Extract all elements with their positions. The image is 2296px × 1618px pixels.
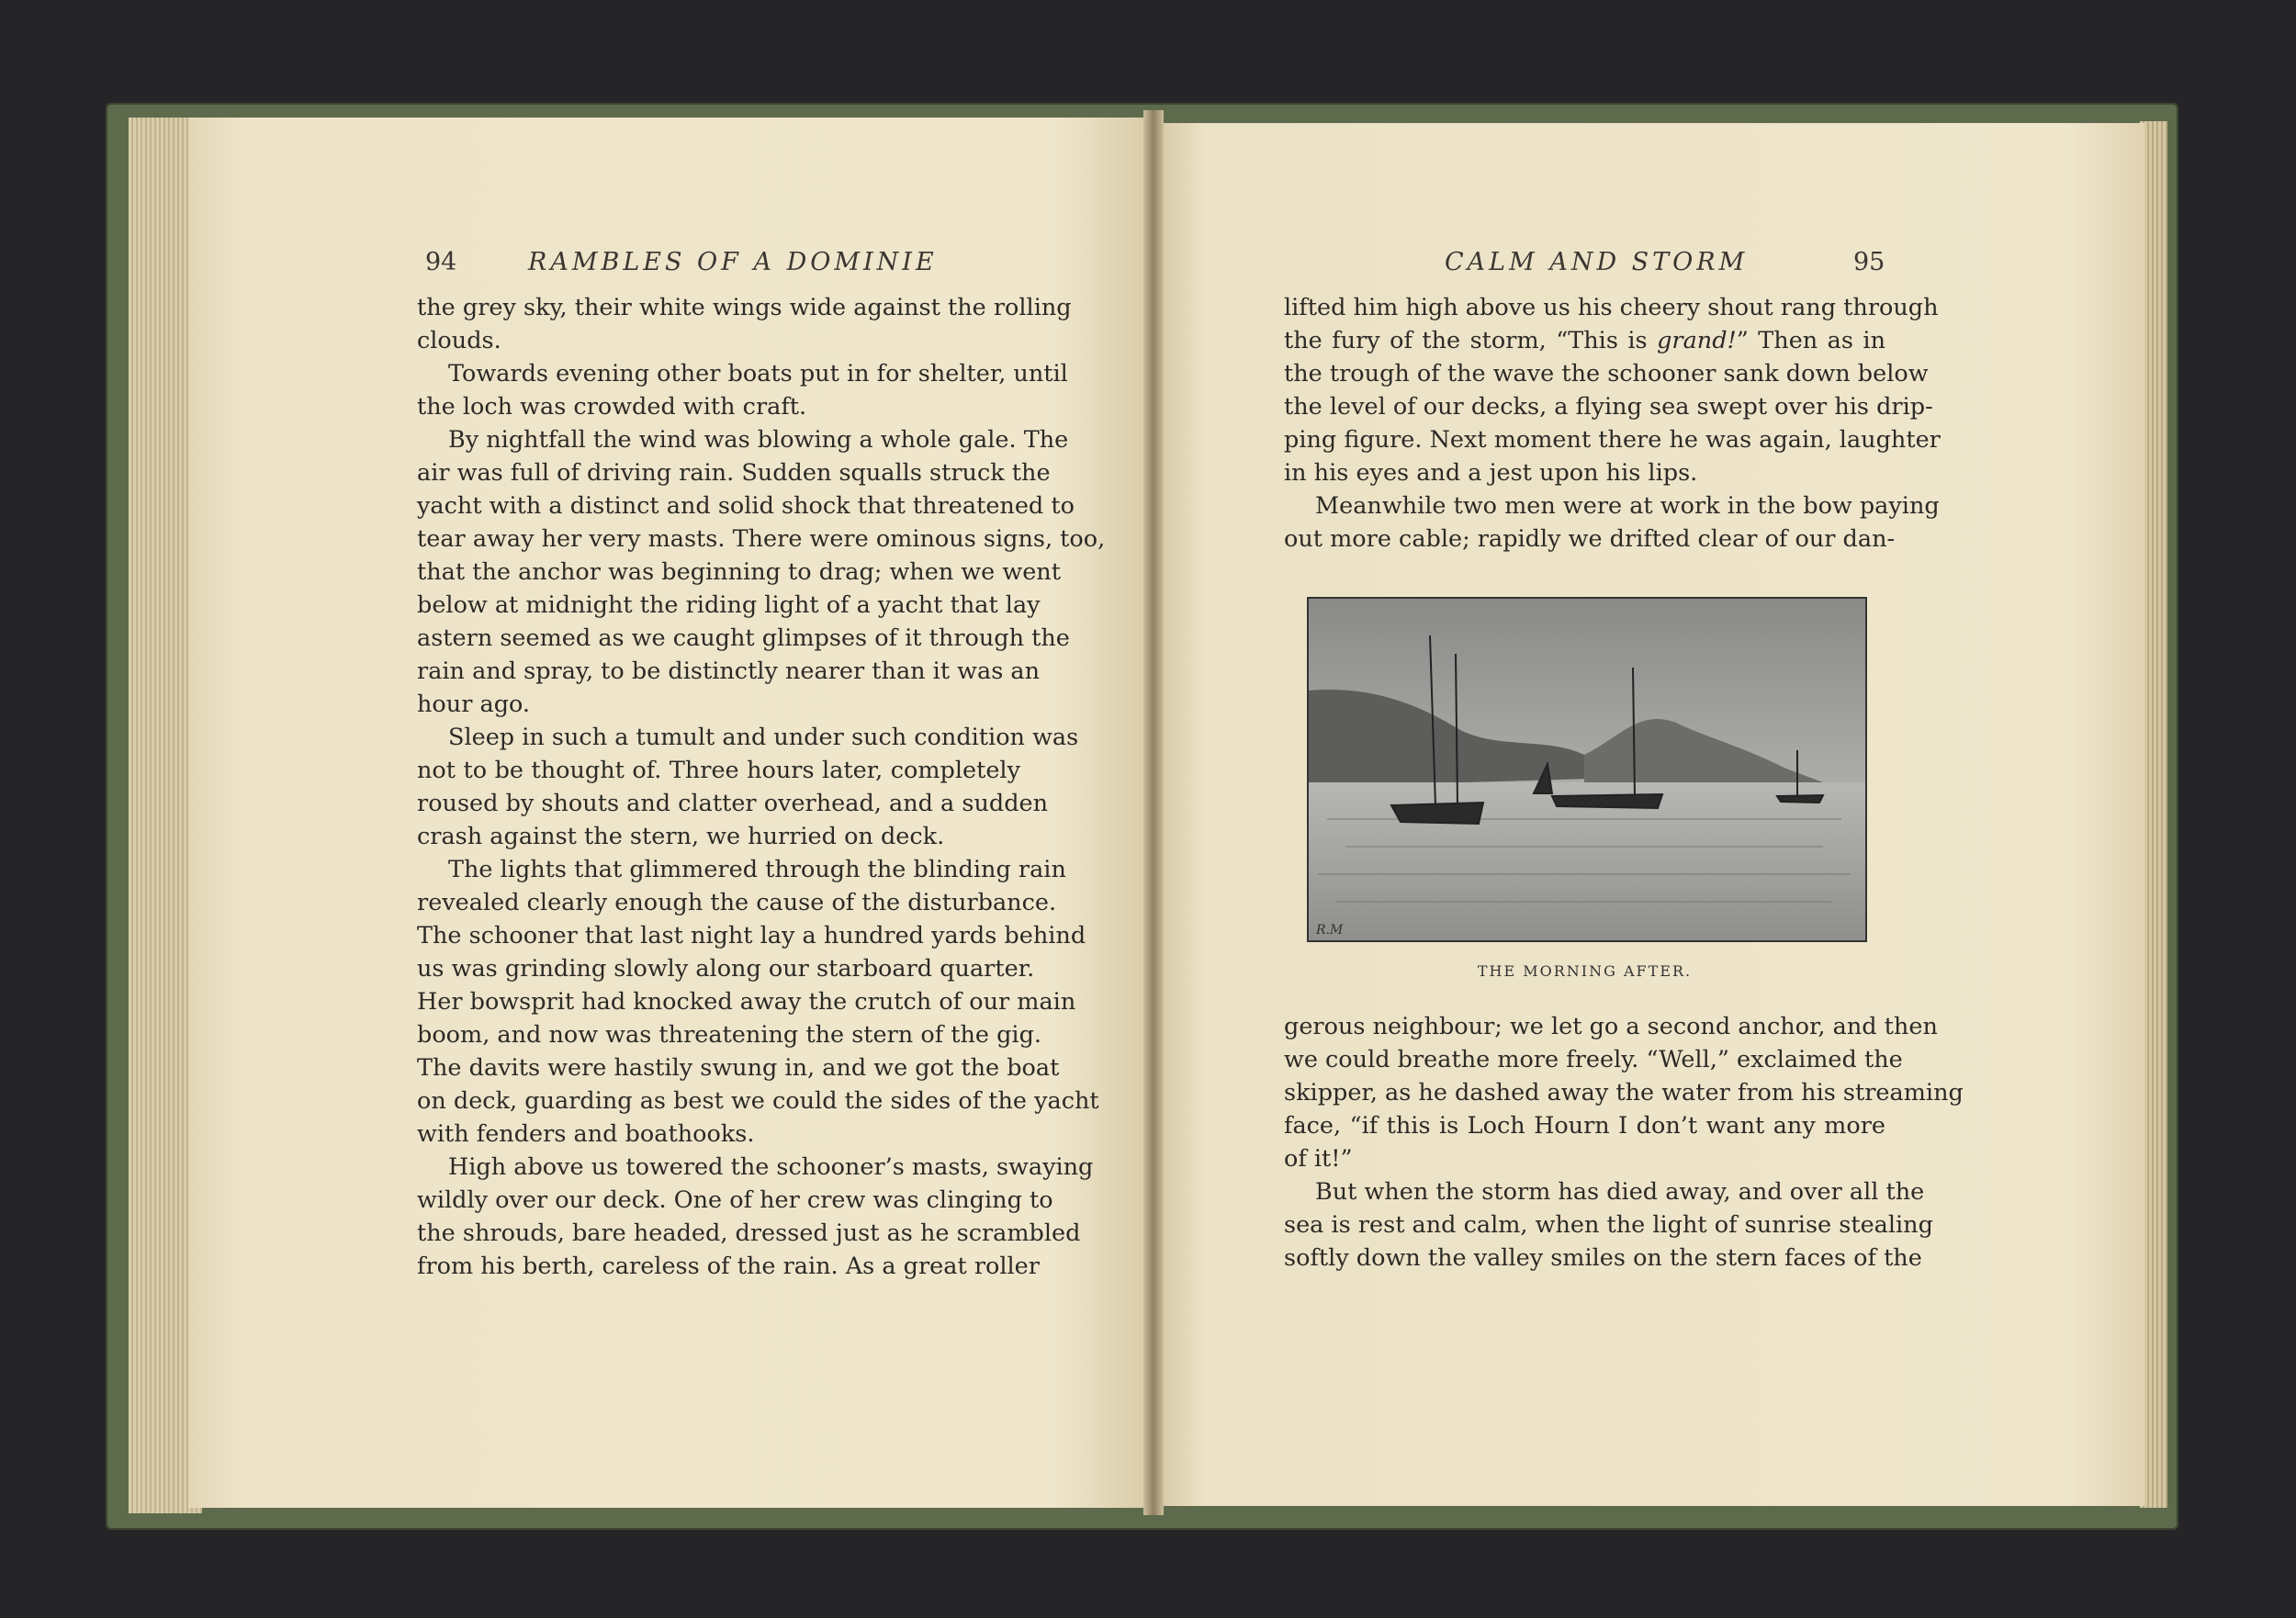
text-line: rain and spray, to be distinctly nearer than it was an <box>417 657 1041 685</box>
text-line: hour ago. <box>417 691 531 718</box>
right-page-text-top <box>1284 291 1941 556</box>
text-line: wildly over our deck. One of her crew was clinging to <box>417 1186 1053 1214</box>
right-page-text-bottom <box>1284 1010 1964 1275</box>
text-line: face, “if this is Loch Hourn I don’t want any more <box>1284 1112 1885 1140</box>
text-line: Sleep in such a tumult and under such condition was <box>448 724 1079 751</box>
text-line: the level of our decks, a flying sea swept over his drip- <box>1284 393 1933 421</box>
text-line: High above us towered the schooner’s masts, swaying <box>448 1153 1094 1181</box>
text-line: we could breathe more freely. “Well,” exclaimed the <box>1284 1046 1903 1073</box>
text-line: in his eyes and a jest upon his lips. <box>1284 459 1698 487</box>
text-line: out more cable; rapidly we drifted clear of our dan- <box>1284 525 1896 553</box>
text-line: air was full of driving rain. Sudden squalls struck the <box>417 459 1051 487</box>
book-gutter <box>1143 110 1164 1515</box>
text-line: not to be thought of. Three hours later, completely <box>417 757 1020 784</box>
page-number-right: 95 <box>1853 248 1885 276</box>
italic-text: grand! <box>1657 327 1737 354</box>
running-head-right: CALM AND STORM <box>1445 248 1749 276</box>
text-line: below at midnight the riding light of a yacht that lay <box>417 591 1041 619</box>
text-line: on deck, guarding as best we could the sides of the yacht <box>417 1087 1099 1115</box>
text-line: The davits were hastily swung in, and we got the boat <box>417 1054 1060 1082</box>
running-head-left: RAMBLES OF A DOMINIE <box>528 248 938 276</box>
text-line: But when the storm has died away, and over all the <box>1315 1178 1925 1206</box>
text-line: softly down the valley smiles on the stern faces of the <box>1284 1244 1922 1272</box>
harbour-engraving <box>1309 599 1865 940</box>
text-line: roused by shouts and clatter overhead, and a sudden <box>417 790 1049 817</box>
text-line: from his berth, careless of the rain. As a great roller <box>417 1253 1040 1280</box>
text-line: of it!” <box>1284 1145 1353 1173</box>
text-line: astern seemed as we caught glimpses of it through the <box>417 624 1070 652</box>
text-line: lifted him high above us his cheery shout rang through <box>1284 294 1939 321</box>
text-line: Towards evening other boats put in for shelter, until <box>448 360 1068 388</box>
illustration-caption: THE MORNING AFTER. <box>1477 962 1693 980</box>
text-line: that the anchor was beginning to drag; when we went <box>417 558 1061 586</box>
illustration-signature: R.M <box>1316 923 1344 938</box>
text-line: The lights that glimmered through the blinding rain <box>448 856 1066 883</box>
text-line: sea is rest and calm, when the light of sunrise stealing <box>1284 1211 1933 1239</box>
text-line: with fenders and boathooks. <box>417 1120 755 1148</box>
text-line: the loch was crowded with craft. <box>417 393 807 421</box>
text-line: boom, and now was threatening the stern of the gig. <box>417 1021 1042 1049</box>
text-line: the shrouds, bare headed, dressed just as he scrambled <box>417 1219 1081 1247</box>
text-line: crash against the stern, we hurried on deck. <box>417 823 945 850</box>
text-line: The schooner that last night lay a hundred yards behind <box>417 922 1086 949</box>
page-number-left: 94 <box>425 248 457 276</box>
text-line: the fury of the storm, “This is grand!” Then as in <box>1284 327 1885 354</box>
text-line: the grey sky, their white wings wide against the rolling <box>417 294 1072 321</box>
text-line: Meanwhile two men were at work in the bow paying <box>1315 492 1940 520</box>
left-page-text <box>417 291 1106 1283</box>
text-line: us was grinding slowly along our starboard quarter. <box>417 955 1035 983</box>
text-line: gerous neighbour; we let go a second anchor, and then <box>1284 1013 1938 1040</box>
text-line: tear away her very masts. There were ominous signs, too, <box>417 525 1106 553</box>
text-line: skipper, as he dashed away the water from his streaming <box>1284 1079 1964 1107</box>
illustration-boats-in-loch <box>1307 597 1867 942</box>
text-line: By nightfall the wind was blowing a whole gale. The <box>448 426 1069 454</box>
text-line: Her bowsprit had knocked away the crutch of our main <box>417 988 1076 1016</box>
text-line: ping figure. Next moment there he was again, laughter <box>1284 426 1941 454</box>
text-line: clouds. <box>417 327 501 354</box>
text-line: the trough of the wave the schooner sank down below <box>1284 360 1929 388</box>
text-line: yacht with a distinct and solid shock that threatened to <box>417 492 1075 520</box>
text-line: revealed clearly enough the cause of the disturbance. <box>417 889 1057 916</box>
